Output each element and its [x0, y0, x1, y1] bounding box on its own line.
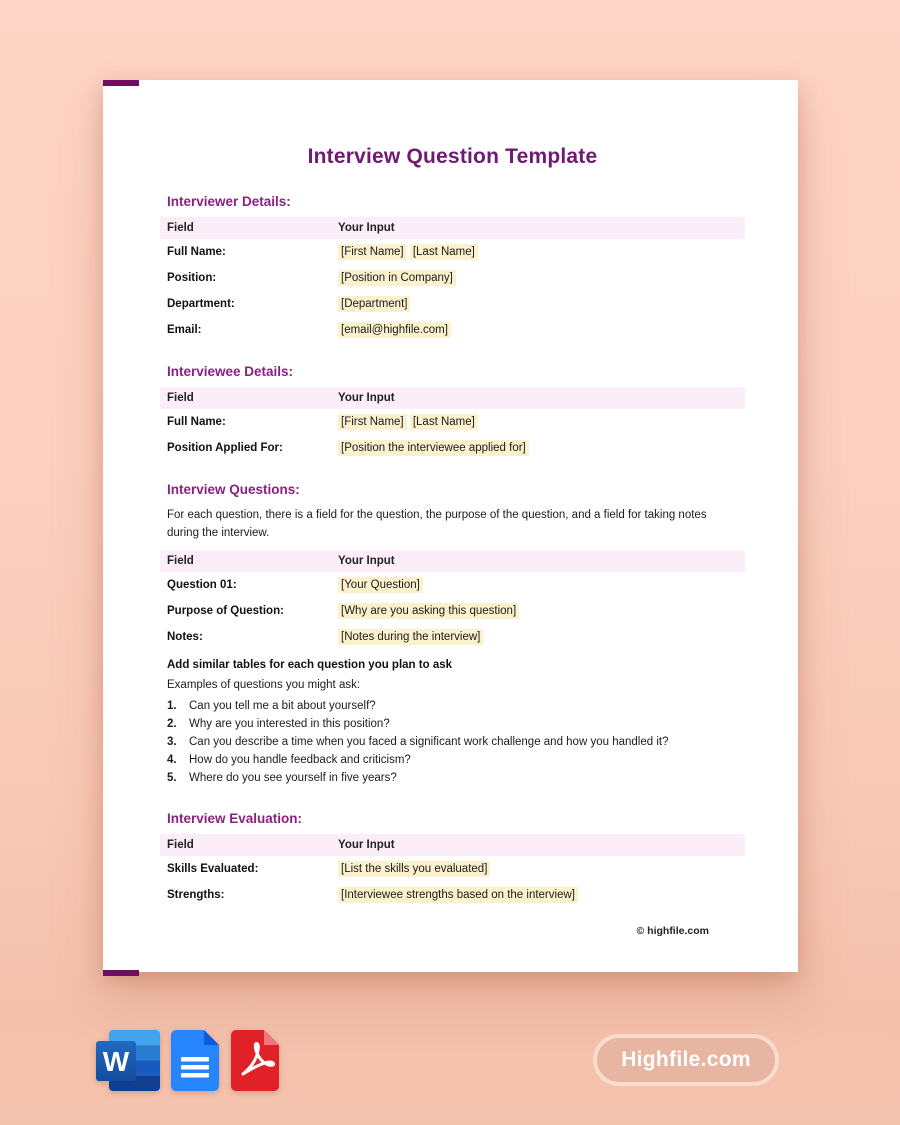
example-text: Where do you see yourself in five years? — [189, 772, 397, 784]
placeholder-highlight: [Interviewee strengths based on the interview] — [338, 887, 578, 903]
table-row — [160, 598, 745, 624]
word-file-icon[interactable] — [96, 1030, 160, 1096]
example-question-item — [167, 733, 738, 751]
table-header-row — [160, 834, 745, 856]
column-header: Your Input — [338, 554, 395, 567]
highfile-link-label: Highfile.com — [621, 1048, 751, 1071]
field-label: Position: — [167, 272, 217, 284]
field-label: Position Applied For: — [167, 442, 283, 454]
section-heading-interview-evaluation: Interview Evaluation: — [167, 811, 303, 826]
field-label: Skills Evaluated: — [167, 863, 259, 875]
copyright-text: © highfile.com — [636, 925, 709, 937]
field-label: Department: — [167, 298, 235, 310]
interviewee-details-table — [160, 387, 745, 461]
example-number: 2. — [167, 718, 177, 730]
field-value — [331, 415, 745, 429]
placeholder-highlight: [First Name] — [338, 414, 407, 430]
table-row — [160, 572, 745, 598]
example-question-item — [167, 715, 738, 733]
placeholder-highlight: [Last Name] — [410, 414, 478, 430]
page-title: Interview Question Template — [307, 145, 598, 168]
field-label: Full Name: — [167, 246, 226, 258]
field-value — [331, 578, 745, 592]
example-text: Can you tell me a bit about yourself? — [189, 700, 376, 712]
questions-intro-paragraph: For each question, there is a field for the question, the purpose of the question, and a field for taking notes during the interview. — [167, 509, 707, 539]
table-row — [160, 856, 745, 882]
example-text: Can you describe a time when you faced a significant work challenge and how you handled it? — [189, 736, 669, 748]
table-row — [160, 624, 745, 650]
field-value — [331, 271, 745, 285]
placeholder-highlight: [email@highfile.com] — [338, 322, 451, 338]
table-row — [160, 882, 745, 908]
section-heading-interviewer-details: Interviewer Details: — [167, 194, 291, 209]
field-label: Email: — [167, 324, 202, 336]
field-label: Question 01: — [167, 579, 237, 591]
column-header: Your Input — [338, 838, 395, 851]
example-questions-list — [167, 697, 738, 787]
accent-bar-top — [103, 80, 139, 86]
column-header: Field — [167, 838, 194, 851]
question-table — [160, 550, 745, 650]
example-number: 5. — [167, 772, 177, 784]
section-heading-interview-questions: Interview Questions: — [167, 482, 300, 497]
placeholder-highlight: [Your Question] — [338, 577, 423, 593]
field-value — [331, 604, 745, 618]
field-label: Full Name: — [167, 416, 226, 428]
column-header: Your Input — [338, 221, 395, 234]
document-page — [103, 80, 798, 972]
table-header-row — [160, 387, 745, 409]
example-question-item — [167, 751, 738, 769]
example-number: 4. — [167, 754, 177, 766]
field-value — [331, 630, 745, 644]
placeholder-highlight: [Why are you asking this question] — [338, 603, 519, 619]
placeholder-highlight: [Department] — [338, 296, 410, 312]
interviewer-details-table — [160, 217, 745, 343]
accent-bar-bottom — [103, 970, 139, 976]
field-value — [331, 441, 745, 455]
table-header-row — [160, 550, 745, 572]
example-question-item — [167, 697, 738, 715]
table-row — [160, 291, 745, 317]
example-number: 3. — [167, 736, 177, 748]
table-row — [160, 265, 745, 291]
table-row — [160, 409, 745, 435]
placeholder-highlight: [Notes during the interview] — [338, 629, 483, 645]
field-value — [331, 862, 745, 876]
field-value — [331, 297, 745, 311]
example-question-item — [167, 769, 738, 787]
highfile-link-button[interactable] — [593, 1034, 779, 1086]
column-header: Field — [167, 391, 194, 404]
field-value — [331, 245, 745, 259]
field-label: Notes: — [167, 631, 203, 643]
table-row — [160, 435, 745, 461]
field-value — [331, 323, 745, 337]
placeholder-highlight: [Position the interviewee applied for] — [338, 440, 529, 456]
svg-text:W: W — [102, 1046, 130, 1077]
table-header-row — [160, 217, 745, 239]
add-tables-note: Add similar tables for each question you plan to ask — [167, 659, 453, 671]
examples-intro: Examples of questions you might ask: — [167, 679, 361, 691]
table-row — [160, 239, 745, 265]
placeholder-highlight: [List the skills you evaluated] — [338, 861, 490, 877]
column-header: Field — [167, 554, 194, 567]
column-header: Your Input — [338, 391, 395, 404]
evaluation-table — [160, 834, 745, 908]
table-row — [160, 317, 745, 343]
example-text: How do you handle feedback and criticism? — [189, 754, 411, 766]
column-header: Field — [167, 221, 194, 234]
placeholder-highlight: [First Name] — [338, 244, 407, 260]
placeholder-highlight: [Position in Company] — [338, 270, 456, 286]
placeholder-highlight: [Last Name] — [410, 244, 478, 260]
example-number: 1. — [167, 700, 177, 712]
section-heading-interviewee-details: Interviewee Details: — [167, 364, 294, 379]
google-docs-file-icon[interactable] — [171, 1030, 219, 1096]
field-label: Purpose of Question: — [167, 605, 284, 617]
field-label: Strengths: — [167, 889, 225, 901]
pdf-file-icon[interactable] — [231, 1030, 279, 1096]
example-text: Why are you interested in this position? — [189, 718, 390, 730]
field-value — [331, 888, 745, 902]
